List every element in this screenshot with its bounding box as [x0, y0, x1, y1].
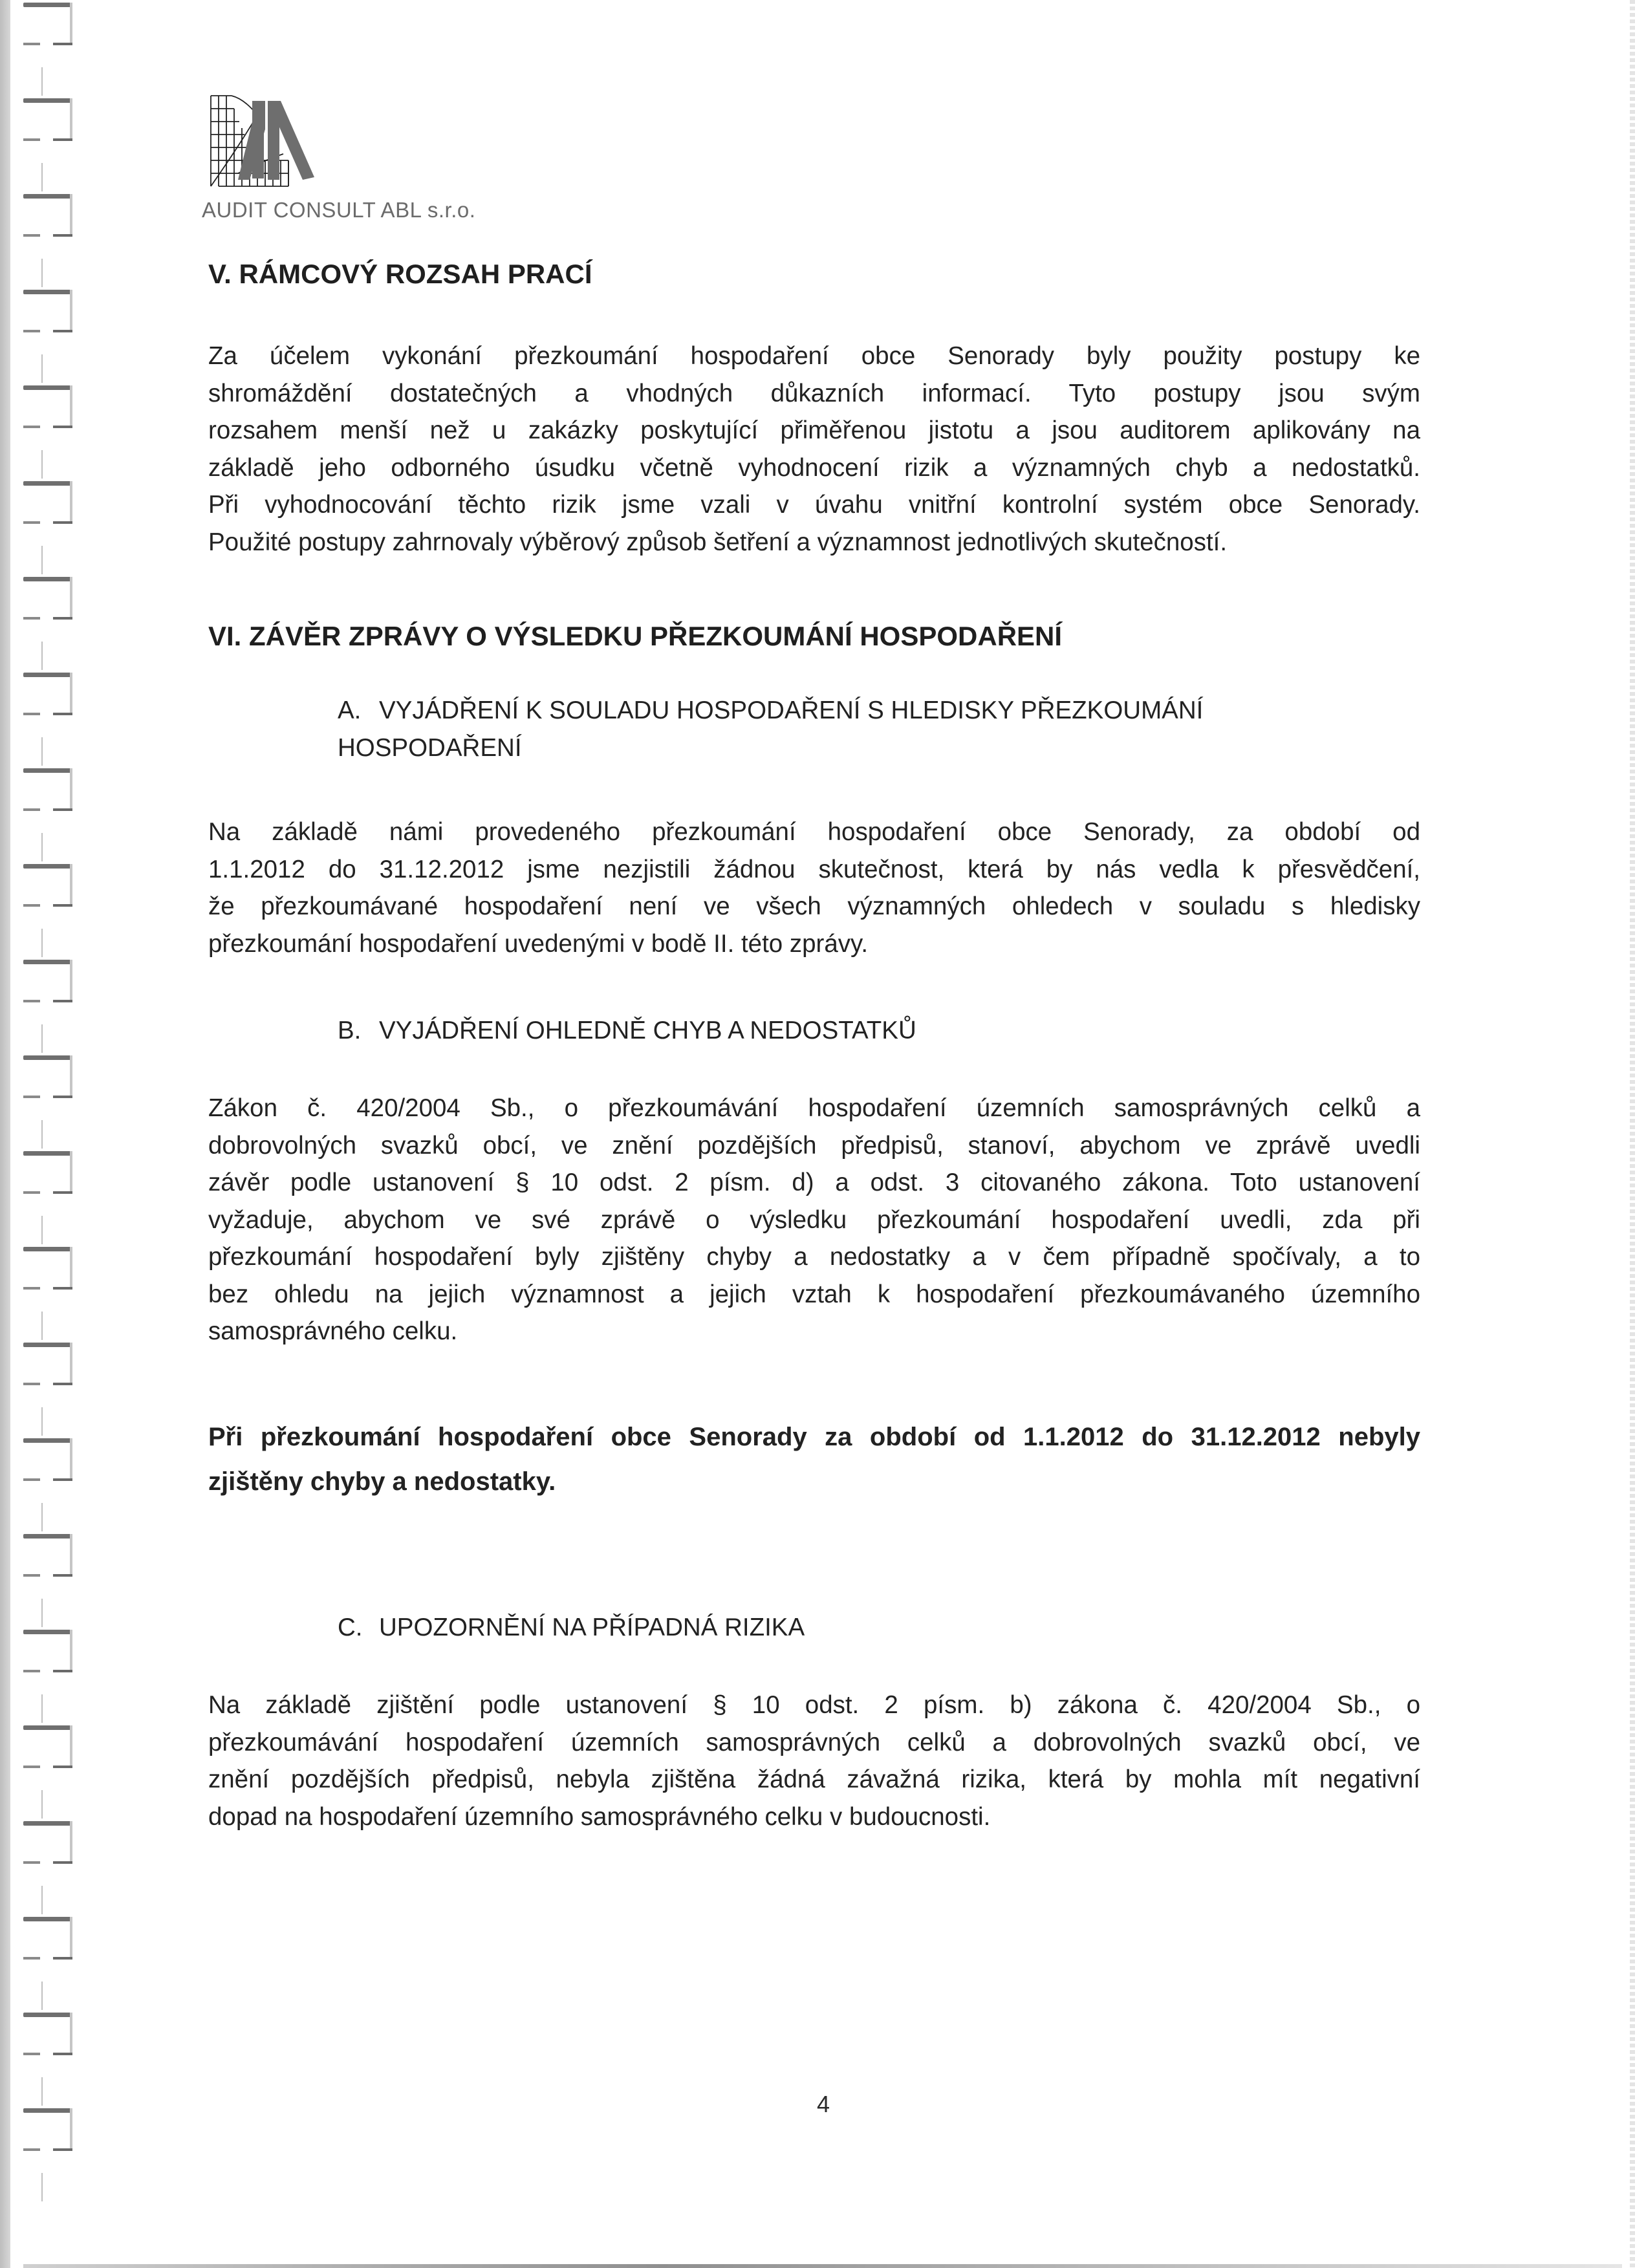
subsection-a-title-line1: VYJÁDŘENÍ K SOULADU HOSPODAŘENÍ S HLEDISKY PŘEZKOUMÁNÍ: [379, 697, 1204, 724]
subsection-a-title: [338, 692, 1203, 766]
subsection-b-label: B.: [338, 1017, 362, 1044]
section-v-paragraph: [208, 338, 1420, 561]
subsection-a-label: A.: [338, 697, 362, 724]
subsection-a-paragraph: [208, 814, 1420, 962]
text-line: Při vyhodnocování těchto rizik jsme vzali v úvahu vnitřní kontrolní systém obce Senorady.: [208, 491, 1420, 519]
text-line: přezkoumávání hospodaření územních samosprávných celků a dobrovolných svazků obcí, ve: [208, 1728, 1420, 1756]
binding-mark: [23, 98, 72, 141]
text-line: že přezkoumávané hospodaření není ve všech významných ohledech v souladu s hledisky: [208, 892, 1420, 920]
section-v-heading: V. RÁMCOVÝ ROZSAH PRACÍ: [208, 259, 592, 289]
section-vi-heading: VI. ZÁVĚR ZPRÁVY O VÝSLEDKU PŘEZKOUMÁNÍ HOSPODAŘENÍ: [208, 621, 1063, 651]
text-line: Při přezkoumání hospodaření obce Senorady za období od 1.1.2012 do 31.12.2012 nebyly: [208, 1423, 1420, 1451]
binding-mark: [23, 768, 72, 811]
binding-mark: [23, 1630, 72, 1672]
subsection-a-title-line2: HOSPODAŘENÍ: [338, 733, 522, 762]
subsection-c-title-text: UPOZORNĚNÍ NA PŘÍPADNÁ RIZIKA: [379, 1614, 805, 1641]
text-line: základě jeho odborného úsudku včetně vyhodnocení rizik a významných chyb a nedostatků.: [208, 453, 1420, 482]
text-line: Za účelem vykonání přezkoumání hospodaření obce Senorady byly použity postupy ke: [208, 342, 1420, 370]
binding-mark: [23, 290, 72, 332]
text-line: 1.1.2012 do 31.12.2012 jsme nezjistili žádnou skutečnost, která by nás vedla k přesvědčení,: [208, 855, 1420, 883]
text-line: zjištěny chyby a nedostatky.: [208, 1467, 556, 1496]
binding-mark: [23, 2108, 72, 2151]
subsection-c-label: C.: [338, 1614, 363, 1641]
text-line: Na základě námi provedeného přezkoumání hospodaření obce Senorady, za období od: [208, 818, 1420, 846]
subsection-c-title: [338, 1609, 805, 1647]
binding-mark: [23, 1821, 72, 1864]
binding-mark: [23, 1247, 72, 1290]
binding-mark: [23, 1917, 72, 1960]
subsection-b-title: [338, 1012, 916, 1050]
text-line: Použité postupy zahrnovaly výběrový způsob šetření a významnost jednotlivých skutečností.: [208, 528, 1228, 556]
subsection-b-title-text: VYJÁDŘENÍ OHLEDNĚ CHYB A NEDOSTATKŮ: [379, 1017, 916, 1044]
text-line: bez ohledu na jejich významnost a jejich vztah k hospodaření přezkoumávaného územního: [208, 1280, 1420, 1308]
text-line: Na základě zjištění podle ustanovení § 10 odst. 2 písm. b) zákona č. 420/2004 Sb., o: [208, 1691, 1420, 1719]
binding-holes: [23, 0, 75, 2268]
text-line: přezkoumání hospodaření byly zjištěny chyby a nedostatky a v čem případně spočívaly, a to: [208, 1243, 1420, 1271]
subsection-b-paragraph: [208, 1090, 1420, 1350]
binding-mark: [23, 1151, 72, 1194]
company-name: AUDIT CONSULT ABL s.r.o.: [202, 198, 476, 222]
binding-mark: [23, 1438, 72, 1481]
binding-mark: [23, 385, 72, 428]
text-line: dopad na hospodaření územního samosprávného celku v budoucnosti.: [208, 1802, 991, 1831]
audit-consult-logo-icon: [206, 89, 335, 193]
text-line: závěr podle ustanovení § 10 odst. 2 písm. d) a odst. 3 citovaného zákona. Toto ustanovení: [208, 1169, 1420, 1196]
binding-mark: [23, 577, 72, 620]
text-line: rozsahem menší než u zakázky poskytující přiměřenou jistotu a jsou auditorem aplikovány na: [208, 416, 1420, 444]
text-line: znění pozdějších předpisů, nebyla zjištěna žádná závažná rizika, která by mohla mít negativní: [208, 1766, 1420, 1793]
page-number: 4: [817, 2091, 830, 2117]
binding-mark: [23, 1055, 72, 1098]
text-line: vyžaduje, abychom ve své zprávě o výsledku přezkoumání hospodaření uvedli, zda při: [208, 1205, 1420, 1234]
binding-mark: [23, 864, 72, 907]
text-line: dobrovolných svazků obcí, ve znění pozdějších předpisů, stanoví, abychom ve zprávě uvedli: [208, 1131, 1420, 1160]
binding-mark: [23, 960, 72, 1002]
binding-mark: [23, 1534, 72, 1577]
binding-mark: [23, 194, 72, 237]
text-line: shromáždění dostatečných a vhodných důkazních informací. Tyto postupy jsou svým: [208, 379, 1420, 407]
binding-mark: [23, 3, 72, 45]
subsection-c-paragraph: [208, 1687, 1420, 1835]
text-line: samosprávného celku.: [208, 1317, 458, 1345]
binding-mark: [23, 673, 72, 715]
scan-bottom-edge: [23, 2264, 1622, 2268]
text-line: přezkoumání hospodaření uvedenými v bodě II. této zprávy.: [208, 929, 869, 958]
binding-mark: [23, 1343, 72, 1385]
company-logo: [206, 89, 335, 193]
binding-mark: [23, 481, 72, 524]
scan-binding-strip: [0, 0, 10, 2268]
binding-mark: [23, 2013, 72, 2055]
scan-right-edge: [1630, 0, 1635, 2268]
binding-mark: [23, 1725, 72, 1768]
conclusion-paragraph: [208, 1415, 1420, 1504]
text-line: Zákon č. 420/2004 Sb., o přezkoumávání hospodaření územních samosprávných celků a: [208, 1094, 1420, 1122]
